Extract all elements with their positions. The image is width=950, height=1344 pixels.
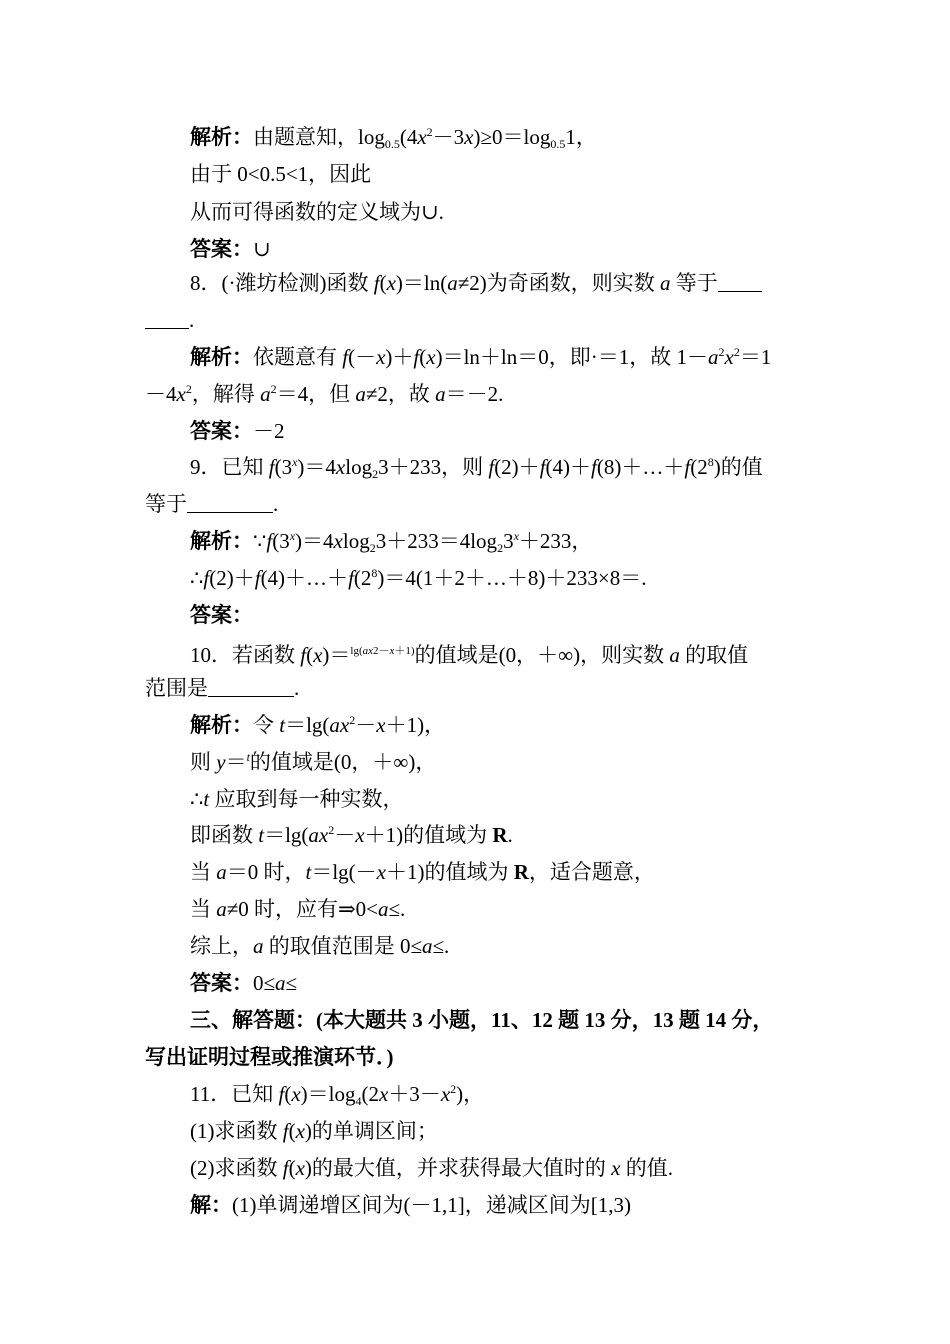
line-text: －2	[253, 419, 285, 443]
line-text: 11．已知 $f(x)=\log_4(2x+3-x^2)$，	[190, 1082, 485, 1108]
line-ans	[190, 602, 253, 628]
line-text: 当 a＝0 时，t＝lg(－x＋1)的值域为 R，适合题意，	[190, 860, 655, 884]
line-text: 写出证明过程或推演环节．)	[145, 1045, 394, 1069]
line-label: 答案：	[190, 419, 253, 443]
line-text: (1)单调递增区间为(－1,1]，递减区间为[1,3)	[232, 1193, 631, 1217]
line-q	[190, 1081, 484, 1107]
line-ans	[190, 418, 285, 444]
line-text: 由题意知，$\log_{0.5}(4x^2-3x)\ge 0=\log_{0.5}1$，	[253, 125, 597, 151]
line-text: (2)求函数 f(x)的最大值，并求获得最大值时的 x 的值.	[190, 1156, 673, 1180]
line-text: 10．若函数 f(x)＝$^{lg(ax2-x+1)}$的值域是(0，＋∞)，则实数 a 的取值	[190, 643, 749, 667]
line-sol	[190, 124, 597, 150]
line-text: 8．(·潍坊检测)函数 f(x)＝ln(a≠2)为奇函数，则实数 a 等于	[190, 271, 762, 295]
line-text: $-4x^2$，解得 $a^2=4$，但 a≠2，故 a＝－2.	[145, 382, 504, 406]
line-plain	[190, 896, 405, 922]
line-text: (1)求函数 f(x)的单调区间；	[190, 1119, 438, 1143]
line-text: 综上，a 的取值范围是 0≤a≤.	[190, 934, 450, 958]
line-sol	[190, 528, 592, 554]
line-label: 答案：	[190, 603, 253, 627]
line-plain	[190, 1118, 438, 1144]
line-ans	[190, 970, 297, 996]
line-sol	[190, 344, 771, 370]
line-cont	[145, 381, 503, 407]
line-ans	[190, 236, 271, 262]
line-label: 答案：	[190, 971, 253, 995]
line-sol	[190, 1192, 631, 1218]
line-headcont	[145, 1044, 394, 1070]
line-text: 当 a≠0 时，应有⇒0<a≤.	[190, 897, 406, 921]
line-plain	[190, 933, 449, 959]
line-text: .	[145, 308, 194, 332]
line-text: 令 $t=\lg(ax^2-x+1)$，	[253, 713, 446, 737]
line-plain	[190, 565, 646, 591]
line-text: $\therefore f(2)+f(4)+\dots+f(2^8)=4(1+2+\dots+8)+233\times 8=$.	[190, 566, 647, 590]
line-label: 解析：	[190, 125, 253, 149]
line-cont	[145, 491, 278, 517]
line-text: 等于 .	[145, 492, 279, 516]
line-text: 9．已知 $f(3^x)=4xlog_23+233$，则 $f(2)+f(4)+f(8)+\dots+f(2^8)$的值	[190, 455, 763, 481]
line-label: 解析：	[190, 529, 253, 553]
line-text: 0≤a≤	[253, 971, 298, 995]
line-text: 即函数 $t=\lg(ax^2-x+1)$的值域为 R.	[190, 823, 513, 847]
line-plain	[190, 749, 436, 775]
line-plain	[190, 786, 403, 812]
line-text: 三、解答题：(本大题共 3 小题，11、12 题 13 分，13 题 14 分，	[190, 1008, 774, 1032]
line-q	[190, 454, 763, 480]
line-plain	[190, 822, 513, 848]
line-sol	[190, 712, 445, 738]
line-q	[190, 638, 748, 668]
line-plain	[190, 199, 444, 225]
line-text: 从而可得函数的定义域为∪.	[190, 200, 444, 224]
line-plain	[190, 1155, 673, 1181]
line-label: 解：	[190, 1193, 232, 1217]
line-plain	[190, 161, 371, 187]
line-cont	[145, 675, 299, 701]
line-text: $\because f(3^x)=4xlog_23+233=4\log_23^x+233$，	[253, 529, 593, 555]
line-label: 答案：	[190, 237, 253, 261]
line-text: 范围是 .	[145, 676, 300, 700]
line-text: ∴t 应取到每一种实数，	[190, 787, 404, 811]
line-label: 解析：	[190, 713, 253, 737]
line-cont	[145, 307, 194, 333]
line-text: 依题意有 f(－x)＋f(x)＝ln＋ln＝0，即·＝1，故 $1-a^2x^2=1$	[253, 345, 772, 369]
line-label: 解析：	[190, 345, 253, 369]
line-q	[190, 270, 762, 296]
line-plain	[190, 859, 655, 885]
line-text: 由于 0<0.5<1，因此	[190, 162, 372, 186]
line-text: 则 y＝$^t$的值域是(0，＋∞)，	[190, 750, 437, 774]
line-head	[190, 1007, 773, 1033]
line-text: ∪	[253, 237, 271, 261]
